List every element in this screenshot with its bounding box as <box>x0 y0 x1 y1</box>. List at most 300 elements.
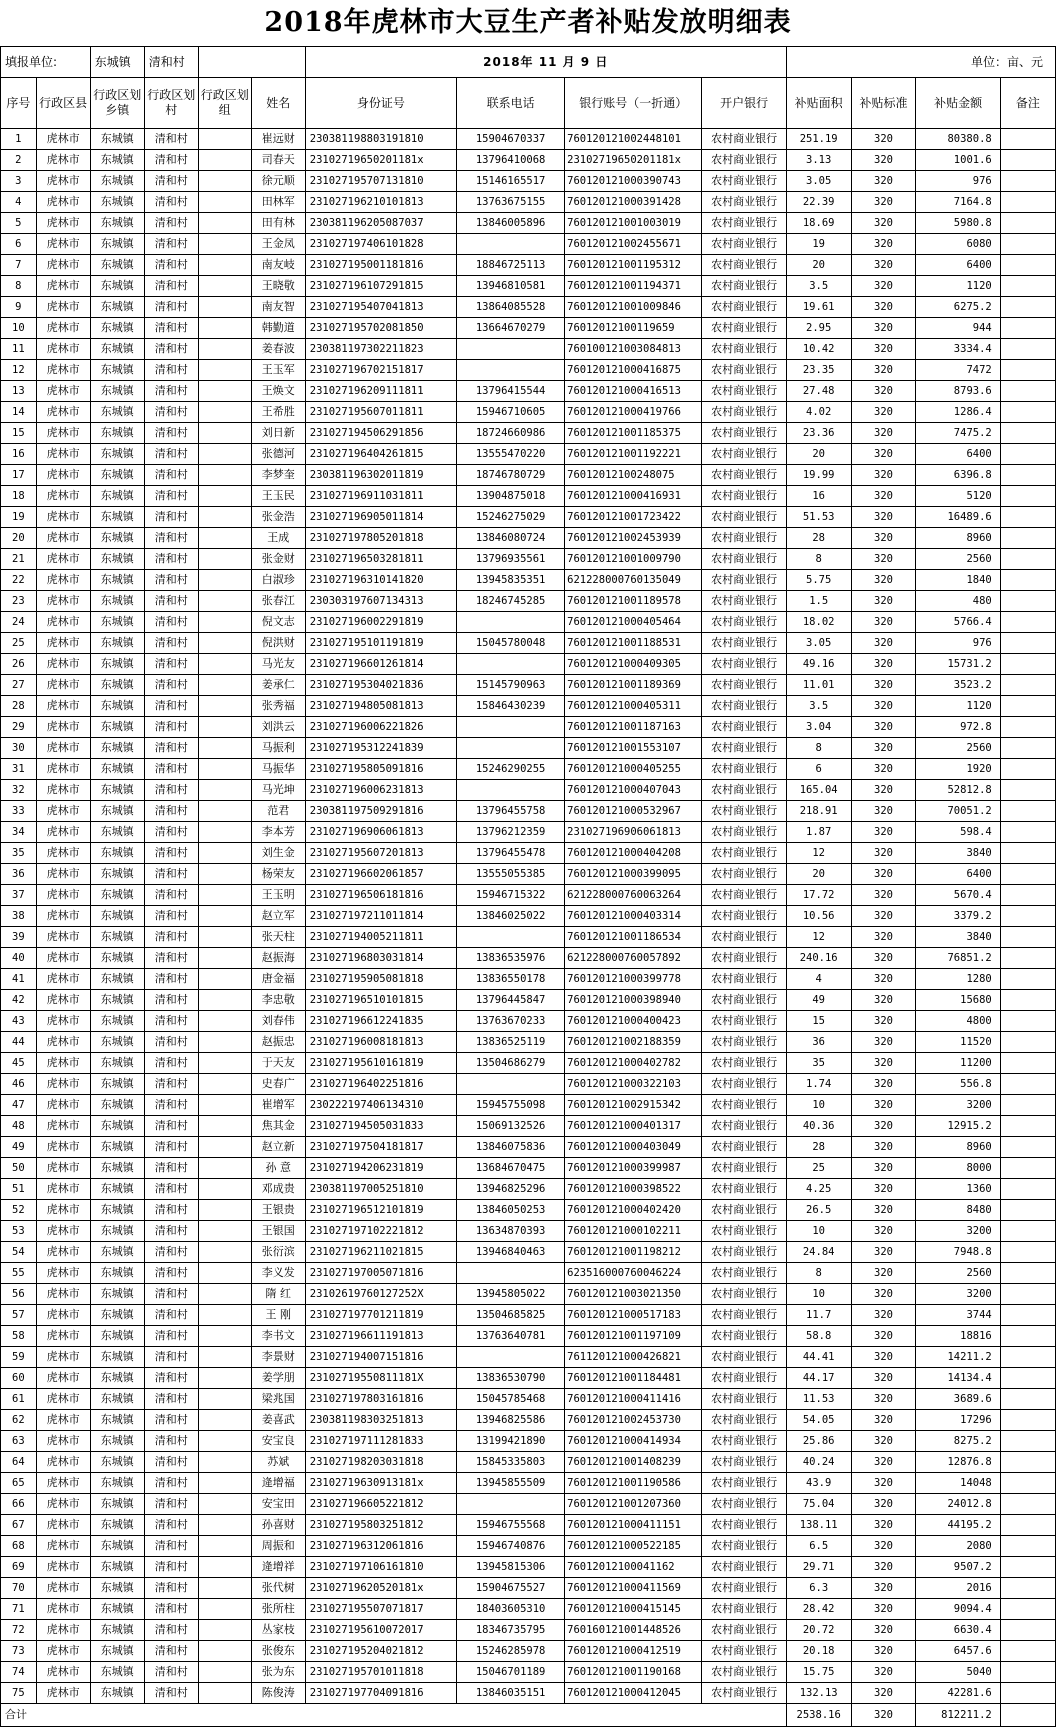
phone <box>457 1074 565 1095</box>
id-number: 231027197406101828 <box>305 234 456 255</box>
county: 虎林市 <box>36 654 90 675</box>
town: 东城镇 <box>90 1200 144 1221</box>
phone: 13846005896 <box>457 213 565 234</box>
bank-account: 760120121000416875 <box>565 360 702 381</box>
town: 东城镇 <box>90 1032 144 1053</box>
remarks <box>1000 570 1055 591</box>
row-number: 12 <box>1 360 37 381</box>
village: 清和村 <box>144 906 198 927</box>
subsidy-amount: 1280 <box>916 969 1000 990</box>
bank-name: 农村商业银行 <box>702 1263 786 1284</box>
subsidy-amount: 7472 <box>916 360 1000 381</box>
row-number: 72 <box>1 1620 37 1641</box>
remarks <box>1000 1683 1055 1704</box>
phone: 13796415544 <box>457 381 565 402</box>
remarks <box>1000 360 1055 381</box>
row-number: 39 <box>1 927 37 948</box>
remarks <box>1000 1641 1055 1662</box>
phone: 13555470220 <box>457 444 565 465</box>
bank-name: 农村商业银行 <box>702 1305 786 1326</box>
remarks <box>1000 1179 1055 1200</box>
farmer-name: 王玉军 <box>251 360 305 381</box>
id-number: 230381197509291816 <box>305 801 456 822</box>
subsidy-standard: 320 <box>851 1662 916 1683</box>
row-number: 35 <box>1 843 37 864</box>
subsidy-area: 10.56 <box>786 906 851 927</box>
subsidy-area: 44.17 <box>786 1368 851 1389</box>
county: 虎林市 <box>36 780 90 801</box>
subsidy-area: 132.13 <box>786 1683 851 1704</box>
remarks <box>1000 1032 1055 1053</box>
remarks <box>1000 1368 1055 1389</box>
bank-name: 农村商业银行 <box>702 1473 786 1494</box>
phone: 13946825586 <box>457 1410 565 1431</box>
county: 虎林市 <box>36 444 90 465</box>
row-number: 45 <box>1 1053 37 1074</box>
bank-account: 621228000760135049 <box>565 570 702 591</box>
subsidy-area: 35 <box>786 1053 851 1074</box>
group <box>198 402 251 423</box>
bank-name: 农村商业银行 <box>702 465 786 486</box>
village: 清和村 <box>144 1557 198 1578</box>
row-number: 4 <box>1 192 37 213</box>
remarks <box>1000 528 1055 549</box>
id-number: 231027196803031814 <box>305 948 456 969</box>
subsidy-amount: 556.8 <box>916 1074 1000 1095</box>
remarks <box>1000 1242 1055 1263</box>
county: 虎林市 <box>36 1053 90 1074</box>
subsidy-amount: 6400 <box>916 444 1000 465</box>
group <box>198 1221 251 1242</box>
county: 虎林市 <box>36 1011 90 1032</box>
town: 东城镇 <box>90 864 144 885</box>
row-number: 16 <box>1 444 37 465</box>
row-number: 52 <box>1 1200 37 1221</box>
subsidy-amount: 9507.2 <box>916 1557 1000 1578</box>
row-number: 50 <box>1 1158 37 1179</box>
remarks <box>1000 549 1055 570</box>
remarks <box>1000 780 1055 801</box>
county: 虎林市 <box>36 885 90 906</box>
row-number: 34 <box>1 822 37 843</box>
subsidy-area: 44.41 <box>786 1347 851 1368</box>
village: 清和村 <box>144 192 198 213</box>
bank-name: 农村商业银行 <box>702 948 786 969</box>
subsidy-area: 3.05 <box>786 171 851 192</box>
remarks <box>1000 465 1055 486</box>
town: 东城镇 <box>90 654 144 675</box>
row-number: 59 <box>1 1347 37 1368</box>
county: 虎林市 <box>36 633 90 654</box>
table-row <box>1 1599 1056 1620</box>
phone: 13846050253 <box>457 1200 565 1221</box>
id-number: 231027196506181816 <box>305 885 456 906</box>
bank-name: 农村商业银行 <box>702 1011 786 1032</box>
id-number: 231027196211021815 <box>305 1242 456 1263</box>
farmer-name: 王焕文 <box>251 381 305 402</box>
county: 虎林市 <box>36 1662 90 1683</box>
phone: 15145790963 <box>457 675 565 696</box>
group <box>198 1662 251 1683</box>
table-row <box>1 1515 1056 1536</box>
village: 清和村 <box>144 591 198 612</box>
row-number: 55 <box>1 1263 37 1284</box>
farmer-name: 逄增祥 <box>251 1557 305 1578</box>
remarks <box>1000 297 1055 318</box>
group <box>198 360 251 381</box>
subsidy-amount: 1120 <box>916 276 1000 297</box>
table-row <box>1 1683 1056 1704</box>
subsidy-area: 23.35 <box>786 360 851 381</box>
subsidy-area: 28 <box>786 1137 851 1158</box>
row-number: 22 <box>1 570 37 591</box>
id-number: 231027195407041813 <box>305 297 456 318</box>
town: 东城镇 <box>90 276 144 297</box>
bank-name: 农村商业银行 <box>702 444 786 465</box>
town: 东城镇 <box>90 1284 144 1305</box>
table-row <box>1 465 1056 486</box>
county: 虎林市 <box>36 1074 90 1095</box>
subsidy-standard: 320 <box>851 969 916 990</box>
row-number: 57 <box>1 1305 37 1326</box>
town: 东城镇 <box>90 192 144 213</box>
bank-account: 76012012100041162 <box>565 1557 702 1578</box>
town: 东城镇 <box>90 906 144 927</box>
farmer-name: 田有林 <box>251 213 305 234</box>
county: 虎林市 <box>36 1620 90 1641</box>
bank-account: 760120121001009790 <box>565 549 702 570</box>
remarks <box>1000 990 1055 1011</box>
table-row <box>1 948 1056 969</box>
bank-name: 农村商业银行 <box>702 1326 786 1347</box>
village: 清和村 <box>144 360 198 381</box>
town: 东城镇 <box>90 444 144 465</box>
village: 清和村 <box>144 1032 198 1053</box>
county: 虎林市 <box>36 1599 90 1620</box>
subsidy-area: 3.04 <box>786 717 851 738</box>
farmer-name: 王玉民 <box>251 486 305 507</box>
row-number: 40 <box>1 948 37 969</box>
bank-name: 农村商业银行 <box>702 276 786 297</box>
bank-account: 760120121001194371 <box>565 276 702 297</box>
table-row <box>1 339 1056 360</box>
table-row <box>1 633 1056 654</box>
subsidy-area: 28.42 <box>786 1599 851 1620</box>
bank-name: 农村商业银行 <box>702 234 786 255</box>
subsidy-area: 20 <box>786 444 851 465</box>
county: 虎林市 <box>36 528 90 549</box>
subsidy-standard: 320 <box>851 822 916 843</box>
subsidy-area: 251.19 <box>786 129 851 150</box>
phone: 13904875018 <box>457 486 565 507</box>
group <box>198 948 251 969</box>
village: 清和村 <box>144 1326 198 1347</box>
group <box>198 633 251 654</box>
farmer-name: 张俊东 <box>251 1641 305 1662</box>
bank-account: 760120121002188359 <box>565 1032 702 1053</box>
subsidy-standard: 320 <box>851 696 916 717</box>
subsidy-amount: 11200 <box>916 1053 1000 1074</box>
farmer-name: 白淑珍 <box>251 570 305 591</box>
town: 东城镇 <box>90 528 144 549</box>
subsidy-standard: 320 <box>851 591 916 612</box>
table-row <box>1 822 1056 843</box>
town: 东城镇 <box>90 990 144 1011</box>
county: 虎林市 <box>36 612 90 633</box>
bank-name: 农村商业银行 <box>702 885 786 906</box>
table-row <box>1 1494 1056 1515</box>
phone: 13796445847 <box>457 990 565 1011</box>
row-number: 64 <box>1 1452 37 1473</box>
county: 虎林市 <box>36 276 90 297</box>
farmer-name: 张金财 <box>251 549 305 570</box>
village: 清和村 <box>144 444 198 465</box>
county: 虎林市 <box>36 570 90 591</box>
town: 东城镇 <box>90 1557 144 1578</box>
table-row <box>1 381 1056 402</box>
group <box>198 969 251 990</box>
farmer-name: 李书文 <box>251 1326 305 1347</box>
subsidy-amount: 15680 <box>916 990 1000 1011</box>
total-label: 合计 <box>1 1704 787 1727</box>
table-row <box>1 1662 1056 1683</box>
group <box>198 738 251 759</box>
subsidy-standard: 320 <box>851 570 916 591</box>
row-number: 9 <box>1 297 37 318</box>
col-header: 姓名 <box>251 78 305 129</box>
bank-name: 农村商业银行 <box>702 1431 786 1452</box>
county: 虎林市 <box>36 1536 90 1557</box>
remarks <box>1000 738 1055 759</box>
farmer-name: 杨荣友 <box>251 864 305 885</box>
row-number: 41 <box>1 969 37 990</box>
subsidy-amount: 480 <box>916 591 1000 612</box>
subsidy-amount: 7475.2 <box>916 423 1000 444</box>
subsidy-area: 15 <box>786 1011 851 1032</box>
town: 东城镇 <box>90 696 144 717</box>
subsidy-amount: 44195.2 <box>916 1515 1000 1536</box>
subsidy-amount: 5120 <box>916 486 1000 507</box>
town: 东城镇 <box>90 1452 144 1473</box>
id-number: 231027196503281811 <box>305 549 456 570</box>
group <box>198 591 251 612</box>
farmer-name: 梁兆国 <box>251 1389 305 1410</box>
county: 虎林市 <box>36 1326 90 1347</box>
subsidy-standard: 320 <box>851 885 916 906</box>
table-row <box>1 612 1056 633</box>
county: 虎林市 <box>36 234 90 255</box>
group <box>198 1095 251 1116</box>
town: 东城镇 <box>90 1599 144 1620</box>
id-number: 23102719620520181x <box>305 1578 456 1599</box>
village: 清和村 <box>144 1284 198 1305</box>
county: 虎林市 <box>36 171 90 192</box>
id-number: 231027195610072017 <box>305 1620 456 1641</box>
farmer-name: 马振利 <box>251 738 305 759</box>
bank-name: 农村商业银行 <box>702 675 786 696</box>
county: 虎林市 <box>36 696 90 717</box>
village: 清和村 <box>144 738 198 759</box>
village: 清和村 <box>144 927 198 948</box>
town: 东城镇 <box>90 1347 144 1368</box>
subsidy-standard: 320 <box>851 1599 916 1620</box>
phone: 13836525119 <box>457 1032 565 1053</box>
bank-account: 760120121000411151 <box>565 1515 702 1536</box>
county: 虎林市 <box>36 486 90 507</box>
phone <box>457 927 565 948</box>
subsidy-area: 28 <box>786 528 851 549</box>
subsidy-area: 4 <box>786 969 851 990</box>
county: 虎林市 <box>36 1431 90 1452</box>
group <box>198 1683 251 1704</box>
town: 东城镇 <box>90 255 144 276</box>
id-number: 231027194506291856 <box>305 423 456 444</box>
id-number: 230381197005251810 <box>305 1179 456 1200</box>
subsidy-standard: 320 <box>851 675 916 696</box>
bank-name: 农村商业银行 <box>702 633 786 654</box>
farmer-name: 南友岐 <box>251 255 305 276</box>
bank-name: 农村商业银行 <box>702 1284 786 1305</box>
farmer-name: 范君 <box>251 801 305 822</box>
remarks <box>1000 1620 1055 1641</box>
row-number: 53 <box>1 1221 37 1242</box>
table-row <box>1 234 1056 255</box>
row-number: 58 <box>1 1326 37 1347</box>
group <box>198 549 251 570</box>
town: 东城镇 <box>90 612 144 633</box>
row-number: 20 <box>1 528 37 549</box>
bank-name: 农村商业银行 <box>702 360 786 381</box>
table-row <box>1 255 1056 276</box>
bank-account: 760120121000409305 <box>565 654 702 675</box>
phone: 15046701189 <box>457 1662 565 1683</box>
header-row <box>1 78 1056 129</box>
group <box>198 675 251 696</box>
subsidy-amount: 8275.2 <box>916 1431 1000 1452</box>
county: 虎林市 <box>36 1284 90 1305</box>
col-header: 行政区划组 <box>198 78 251 129</box>
village: 清和村 <box>144 969 198 990</box>
col-header: 身份证号 <box>305 78 456 129</box>
subsidy-area: 1.87 <box>786 822 851 843</box>
bank-account: 760120121001723422 <box>565 507 702 528</box>
farmer-name: 张金浩 <box>251 507 305 528</box>
subsidy-area: 27.48 <box>786 381 851 402</box>
row-number: 43 <box>1 1011 37 1032</box>
subsidy-area: 24.84 <box>786 1242 851 1263</box>
remarks <box>1000 717 1055 738</box>
row-number: 37 <box>1 885 37 906</box>
subsidy-standard: 320 <box>851 381 916 402</box>
group <box>198 906 251 927</box>
bank-account: 760120121001553107 <box>565 738 702 759</box>
group <box>198 1179 251 1200</box>
bank-account: 760120121001408239 <box>565 1452 702 1473</box>
village: 清和村 <box>144 255 198 276</box>
farmer-name: 逄增福 <box>251 1473 305 1494</box>
id-number: 230381196205087037 <box>305 213 456 234</box>
table-row <box>1 738 1056 759</box>
phone: 18403605310 <box>457 1599 565 1620</box>
subsidy-amount: 12915.2 <box>916 1116 1000 1137</box>
subsidy-amount: 18816 <box>916 1326 1000 1347</box>
bank-name: 农村商业银行 <box>702 591 786 612</box>
bank-account: 760120121001184481 <box>565 1368 702 1389</box>
table-row <box>1 1326 1056 1347</box>
village: 清和村 <box>144 990 198 1011</box>
town: 东城镇 <box>90 171 144 192</box>
page-title: 2018年虎林市大豆生产者补贴发放明细表 <box>264 7 792 38</box>
remarks <box>1000 1200 1055 1221</box>
town: 东城镇 <box>90 1389 144 1410</box>
bank-name: 农村商业银行 <box>702 906 786 927</box>
id-number: 231027196605221812 <box>305 1494 456 1515</box>
village: 清和村 <box>144 402 198 423</box>
county: 虎林市 <box>36 906 90 927</box>
farmer-name: 李景财 <box>251 1347 305 1368</box>
subsidy-amount: 598.4 <box>916 822 1000 843</box>
row-number: 31 <box>1 759 37 780</box>
remarks <box>1000 213 1055 234</box>
remarks <box>1000 1305 1055 1326</box>
subsidy-area: 6.5 <box>786 1536 851 1557</box>
subsidy-area: 8 <box>786 738 851 759</box>
village: 清和村 <box>144 633 198 654</box>
remarks <box>1000 1389 1055 1410</box>
table-row <box>1 1431 1056 1452</box>
town: 东城镇 <box>90 318 144 339</box>
group <box>198 759 251 780</box>
subsidy-area: 3.05 <box>786 633 851 654</box>
group <box>198 150 251 171</box>
id-number: 231027196312061816 <box>305 1536 456 1557</box>
town: 东城镇 <box>90 1011 144 1032</box>
group <box>198 1326 251 1347</box>
subsidy-standard: 320 <box>851 1305 916 1326</box>
village: 清和村 <box>144 1137 198 1158</box>
remarks <box>1000 381 1055 402</box>
subsidy-area: 40.24 <box>786 1452 851 1473</box>
remarks <box>1000 1053 1055 1074</box>
town: 东城镇 <box>90 801 144 822</box>
subsidy-area: 4.25 <box>786 1179 851 1200</box>
farmer-name: 张天柱 <box>251 927 305 948</box>
county: 虎林市 <box>36 675 90 696</box>
subsidy-area: 29.71 <box>786 1557 851 1578</box>
county: 虎林市 <box>36 381 90 402</box>
table-row <box>1 1095 1056 1116</box>
subsidy-standard: 320 <box>851 234 916 255</box>
row-number: 29 <box>1 717 37 738</box>
village: 清和村 <box>144 948 198 969</box>
group <box>198 255 251 276</box>
subsidy-standard: 320 <box>851 906 916 927</box>
id-number: 231027195905081818 <box>305 969 456 990</box>
bank-name: 农村商业银行 <box>702 1368 786 1389</box>
remarks <box>1000 1011 1055 1032</box>
village: 清和村 <box>144 1452 198 1473</box>
bank-account: 760120121000407043 <box>565 780 702 801</box>
remarks <box>1000 759 1055 780</box>
id-number: 231027195001181816 <box>305 255 456 276</box>
subsidy-standard: 320 <box>851 360 916 381</box>
remarks <box>1000 1158 1055 1179</box>
id-number: 231027196601261814 <box>305 654 456 675</box>
group <box>198 1242 251 1263</box>
group <box>198 1620 251 1641</box>
subsidy-amount: 3840 <box>916 927 1000 948</box>
subsidy-amount: 2080 <box>916 1536 1000 1557</box>
